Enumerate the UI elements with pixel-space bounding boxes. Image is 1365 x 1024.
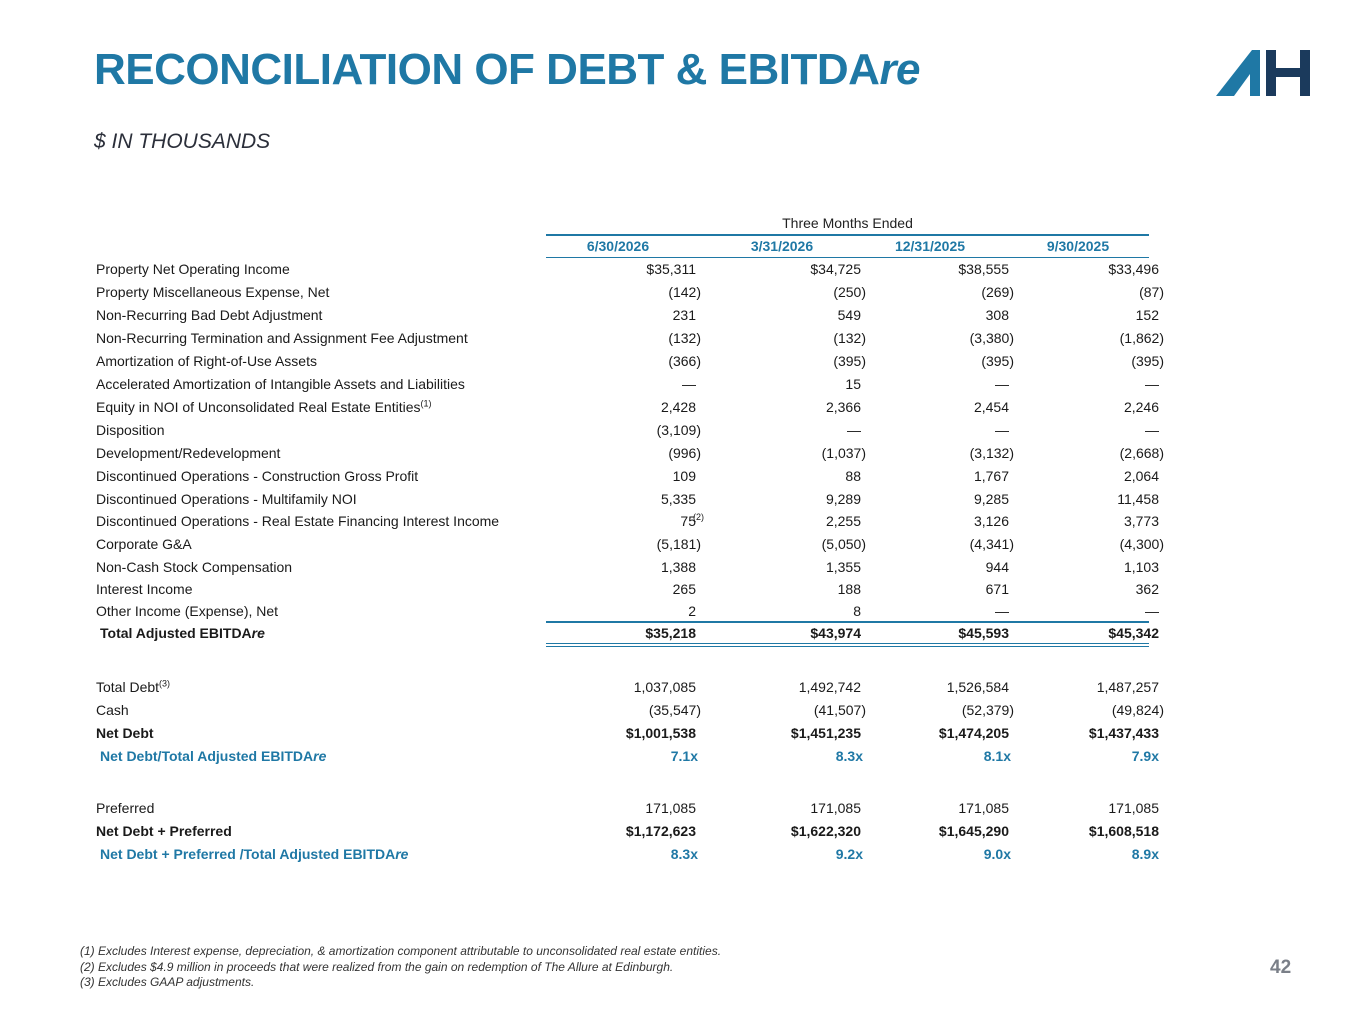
table-row — [0, 259, 1365, 279]
cell: 15 — [845, 376, 861, 392]
cell: 3,126 — [973, 513, 1009, 529]
cell: (2,668) — [1119, 445, 1164, 461]
cell: $1,001,538 — [625, 725, 696, 741]
table-row — [0, 328, 1365, 348]
footnote-ref: (1) — [420, 398, 432, 409]
cell: 362 — [1135, 581, 1159, 597]
row-label: Equity in NOI of Unconsolidated Real Estate Entities$^{(1)}$ — [96, 398, 432, 415]
cell: $35,311 — [646, 261, 696, 277]
cell: (4,341) — [969, 536, 1014, 552]
table-row — [0, 511, 1365, 531]
cell: (132) — [668, 330, 701, 346]
cell: $45,342 — [1108, 625, 1159, 641]
cell: 671 — [985, 581, 1009, 597]
cell: (269) — [981, 284, 1014, 300]
cell: $1,172,623 — [625, 823, 696, 839]
table-row — [0, 700, 1365, 720]
row-label: Property Miscellaneous Expense, Net — [96, 284, 330, 300]
row-label: Other Income (Expense), Net — [96, 603, 279, 619]
cell: 7.9x — [1131, 748, 1159, 764]
cell: $43,974 — [810, 625, 861, 641]
cell: (5,050) — [821, 536, 866, 552]
cell: 8.3x — [670, 846, 698, 862]
cell: — — [995, 376, 1009, 392]
cell: $45,593 — [958, 625, 1009, 641]
cell: 188 — [837, 581, 861, 597]
cell: (35,547) — [648, 702, 701, 718]
row-label: Cash — [96, 702, 129, 718]
row-label: Net Debt/Total Adjusted EBITDAre — [100, 748, 327, 764]
cell: $1,645,290 — [938, 823, 1009, 839]
footnote: (1) Excludes Interest expense, depreciation, & amortization component attributable to unconsolidated real estate entities. — [80, 944, 722, 958]
cell: 1,355 — [825, 559, 861, 575]
table-row — [0, 557, 1365, 577]
cell: 549 — [837, 307, 861, 323]
cell: (1,862) — [1119, 330, 1164, 346]
cell: (3,109) — [656, 422, 701, 438]
cell: 88 — [845, 468, 861, 484]
cell: 265 — [672, 581, 696, 597]
cell: (395) — [981, 353, 1014, 369]
cell: — — [1145, 603, 1159, 619]
row-label: Accelerated Amortization of Intangible Assets and Liabilities — [96, 376, 465, 392]
ah-logo-icon — [1216, 46, 1312, 98]
header-rule — [546, 234, 1149, 236]
cell: (5,181) — [656, 536, 701, 552]
row-label: Net Debt + Preferred — [96, 823, 232, 839]
cell: (41,507) — [813, 702, 866, 718]
cell: $38,555 — [958, 261, 1009, 277]
footnote: (2) Excludes $4.9 million in proceeds that were realized from the gain on redemption of The Allure at Edinburgh. — [80, 959, 674, 974]
cell: 9.0x — [983, 846, 1011, 862]
cell: 171,085 — [810, 800, 861, 816]
cell: (142) — [668, 284, 701, 300]
row-label: Interest Income — [96, 581, 193, 597]
cell: 2,366 — [825, 399, 861, 415]
header-underline — [546, 257, 1149, 258]
row-label: Net Debt + Preferred /Total Adjusted EBITDAre — [100, 846, 409, 862]
cell: (366) — [668, 353, 701, 369]
table-row — [0, 489, 1365, 509]
cell: (49,824) — [1111, 702, 1164, 718]
table-row — [0, 723, 1365, 743]
cell: 2,064 — [1123, 468, 1159, 484]
table-row — [0, 305, 1365, 325]
table-row — [0, 374, 1365, 394]
footnote: (3) Excludes GAAP adjustments. — [80, 975, 255, 989]
cell: 8.9x — [1131, 846, 1159, 862]
cell: 8 — [853, 603, 861, 619]
cell: 9,285 — [973, 491, 1009, 507]
cell: $1,474,205 — [938, 725, 1009, 741]
column-header-9-30-2025: 9/30/2025 — [1046, 238, 1110, 254]
cell: 9,289 — [825, 491, 861, 507]
row-label: Discontinued Operations - Multifamily NOI — [96, 491, 357, 507]
cell: (87) — [1139, 284, 1164, 300]
cell: 152 — [1135, 307, 1159, 323]
cell: 8.1x — [983, 748, 1011, 764]
cell: — — [847, 422, 861, 438]
row-label: Total Adjusted EBITDAre — [100, 625, 265, 641]
cell: 9.2x — [835, 846, 863, 862]
table-row — [0, 351, 1365, 371]
cell: 2,454 — [973, 399, 1009, 415]
footnote-ref: (3) — [159, 678, 171, 689]
cell: 7.1x — [670, 748, 698, 764]
row-label: Non-Recurring Bad Debt Adjustment — [96, 307, 323, 323]
table-row — [0, 534, 1365, 554]
row-label: Non-Cash Stock Compensation — [96, 559, 293, 575]
column-group-header: Three Months Ended — [782, 215, 913, 231]
row-label: Net Debt — [96, 725, 154, 741]
cell: 2,428 — [660, 399, 696, 415]
double-underline — [546, 643, 1149, 644]
cell: 1,526,584 — [946, 679, 1009, 695]
cell: 1,037,085 — [633, 679, 696, 695]
cell: 3,773 — [1123, 513, 1159, 529]
cell: (996) — [668, 445, 701, 461]
cell: 1,492,742 — [798, 679, 861, 695]
cell: $1,622,320 — [790, 823, 861, 839]
cell: $35,218 — [645, 625, 696, 641]
row-label: Amortization of Right-of-Use Assets — [96, 353, 317, 369]
cell: (1,037) — [821, 445, 866, 461]
row-label: Total Debt$^{(3)}$ — [96, 678, 171, 695]
cell: $33,496 — [1108, 261, 1159, 277]
table-row — [0, 466, 1365, 486]
table-row — [0, 443, 1365, 463]
row-label: Corporate G&A — [96, 536, 192, 552]
table-row — [0, 798, 1365, 818]
cell: 2,255 — [825, 513, 861, 529]
cell: (250) — [833, 284, 866, 300]
table-row — [0, 601, 1365, 621]
cell: 11,458 — [1117, 491, 1159, 507]
cell: 2,246 — [1123, 399, 1159, 415]
column-header-6-30-2026: 6/30/2026 — [586, 238, 650, 254]
ratio-row — [0, 746, 1365, 766]
cell: (3,380) — [969, 330, 1014, 346]
cell: $34,725 — [810, 261, 861, 277]
page-number: 42 — [1270, 957, 1292, 978]
cell: 171,085 — [958, 800, 1009, 816]
cell: $1,437,433 — [1088, 725, 1159, 741]
cell: 171,085 — [645, 800, 696, 816]
cell: 308 — [985, 307, 1009, 323]
cell: (395) — [1131, 353, 1164, 369]
cell: 1,487,257 — [1096, 679, 1159, 695]
cell: 75 — [680, 513, 696, 529]
cell: 1,103 — [1123, 559, 1159, 575]
cell: — — [1145, 422, 1159, 438]
row-label: Property Net Operating Income — [96, 261, 290, 277]
cell: (132) — [833, 330, 866, 346]
double-underline — [546, 646, 1149, 647]
row-label: Development/Redevelopment — [96, 445, 281, 461]
ratio-row — [0, 844, 1365, 864]
cell: (52,379) — [961, 702, 1014, 718]
cell: (4,300) — [1119, 536, 1164, 552]
cell: — — [1145, 376, 1159, 392]
table-row — [0, 821, 1365, 841]
table-row — [0, 282, 1365, 302]
row-label: Disposition — [96, 422, 165, 438]
cell: $1,451,235 — [790, 725, 861, 741]
units-subtitle: $ IN THOUSANDS — [94, 130, 271, 153]
cell: — — [682, 376, 696, 392]
cell: 1,388 — [660, 559, 696, 575]
table-row — [0, 677, 1365, 697]
row-label: Preferred — [96, 800, 155, 816]
page-title: RECONCILIATION OF DEBT & EBITDAre — [94, 45, 921, 94]
row-label: Non-Recurring Termination and Assignment Fee Adjustment — [96, 330, 468, 346]
table-row — [0, 579, 1365, 599]
cell: 944 — [985, 559, 1009, 575]
cell: 8.3x — [835, 748, 863, 764]
cell: (3,132) — [969, 445, 1014, 461]
cell: — — [995, 603, 1009, 619]
cell: — — [995, 422, 1009, 438]
row-label: Discontinued Operations - Construction Gross Profit — [96, 468, 419, 484]
footnote-ref: (2) — [693, 512, 704, 522]
table-row — [0, 397, 1365, 417]
cell: 2 — [688, 603, 696, 619]
cell: (395) — [833, 353, 866, 369]
table-row — [0, 420, 1365, 440]
total-row — [0, 623, 1365, 643]
column-header-12-31-2025: 12/31/2025 — [894, 238, 966, 254]
cell: 231 — [672, 307, 696, 323]
row-label: Discontinued Operations - Real Estate Financing Interest Income — [96, 513, 500, 529]
cell: 1,767 — [973, 468, 1009, 484]
cell: $1,608,518 — [1088, 823, 1159, 839]
cell: 171,085 — [1108, 800, 1159, 816]
cell: 109 — [672, 468, 696, 484]
column-header-3-31-2026: 3/31/2026 — [750, 238, 814, 254]
cell: 5,335 — [660, 491, 696, 507]
footnotes — [80, 944, 721, 991]
